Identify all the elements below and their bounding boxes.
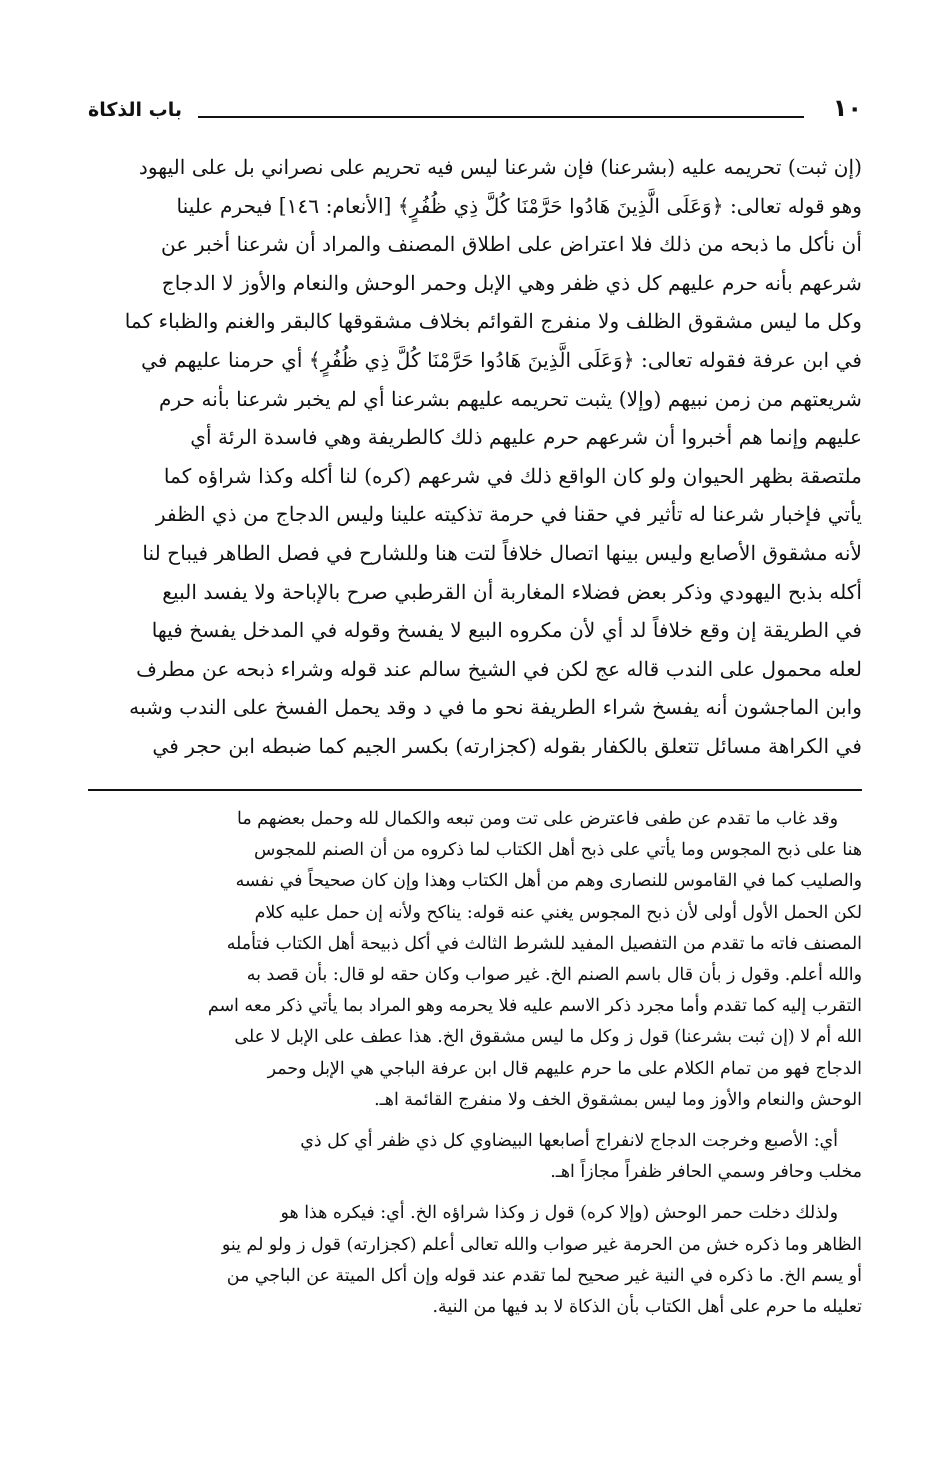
footnote-line: هنا على ذبح المجوس وما يأتي على ذبح أهل الكتاب لما ذكروه من أن الصنم للمجوس xyxy=(254,840,862,861)
chapter-title: باب الذكاة xyxy=(88,99,182,121)
footnote-line: مخلب وحافر وسمي الحافر ظفراً مجازاً اهـ. xyxy=(550,1162,862,1183)
page-number: ١٠ xyxy=(832,94,862,122)
footnote-block xyxy=(88,804,862,1116)
text-line: ملتصقة بظهر الحيوان ولو كان الواقع ذلك في شرعهم (كره) لنا أكله وكذا شراؤه كما xyxy=(163,463,862,488)
text-line: في الكراهة مسائل تتعلق بالكفار بقوله (كجزارته) بكسر الجيم كما ضبطه ابن حجر في xyxy=(152,733,862,758)
text-line: أكله بذبح اليهودي وذكر بعض فضلاء المغاربة أن القرطبي صرح بالإباحة ولا يفسد البيع xyxy=(162,579,862,604)
footnote-line: المصنف فاته ما تقدم من التفصيل المفيد للشرط الثالث في أكل ذبيحة أهل الكتاب فتأمله xyxy=(226,933,862,954)
footnote-line: والصليب كما في القاموس للنصارى وهم من أهل الكتاب وهذا وإن كان صحيحاً في نفسه xyxy=(235,871,862,892)
text-line: شريعتهم من زمن نبيهم (وإلا) يثبت تحريمه عليهم بشرعنا أي لم يخبر شرعنا بأنه حرم xyxy=(158,386,862,411)
footnote-line: أو يسم الخ. ما ذكره في النية غير صحيح لما تقدم عند قوله وإن أكل الميتة عن الباجي من xyxy=(226,1265,862,1286)
text-line: عليهم وإنما هم أخبروا أن شرعهم حرم عليهم ذلك كالطريفة وهي فاسدة الرئة أي xyxy=(190,425,862,450)
footnotes xyxy=(88,804,862,1333)
footnote-line: التقرب إليه كما تقدم وأما مجرد ذكر الاسم عليه فلا يحرمه وهو المراد بما يأتي ذكر معه اسم xyxy=(207,996,862,1017)
footnote-line: الوحش والنعام والأوز وما ليس بمشقوق الخف ولا منفرج القائمة اهـ. xyxy=(374,1089,862,1110)
footnote-line: الله أم لا (إن ثبت بشرعنا) قول ز وكل ما ليس مشقوق الخ. هذا عطف على الإبل لا على xyxy=(234,1027,862,1048)
footnote-block xyxy=(88,1198,862,1323)
main-text xyxy=(88,148,862,766)
footnote-divider xyxy=(88,789,862,791)
text-line: يأتي فإخبار شرعنا له تأثير في حقنا في حرمة تذكيته علينا وليس الدجاج من ذي الظفر xyxy=(155,502,862,527)
text-line: في ابن عرفة فقوله تعالى: ﴿وَعَلَى الَّذِينَ هَادُوا حَرَّمْنَا كُلَّ ذِي ظُفُرٍ﴾ أي حرمنا عليهم في xyxy=(141,347,862,372)
text-line: أن نأكل ما ذبحه من ذلك فلا اعتراض على اطلاق المصنف والمراد أن شرعنا أخبر عن xyxy=(160,232,862,257)
footnote-line: وقد غاب ما تقدم عن طفى فاعترض على تت ومن تبعه والكمال لله وحمل بعضهم ما xyxy=(237,809,838,829)
footnote-line: الدجاج فهو من تمام الكلام على ما حرم عليهم قال ابن عرفة الباجي هي الإبل وحمر xyxy=(267,1058,862,1079)
text-line: وابن الماجشون أنه يفسخ شراء الطريفة نحو ما في د وقد يحمل الفسخ على الندب وشبه xyxy=(129,695,862,720)
footnote-block xyxy=(88,1126,862,1188)
text-line: شرعهم بأنه حرم عليهم كل ذي ظفر وهي الإبل وحمر الوحش والنعام والأوز لا الدجاج xyxy=(161,270,862,295)
text-line: في الطريقة إن وقع خلافاً لد أي لأن مكروه البيع لا يفسخ وقوله في المدخل يفسخ فيها xyxy=(151,618,862,643)
footnote-line: والله أعلم. وقول ز بأن قال باسم الصنم الخ. غير صواب وكان حقه لو قال: بأن قصد به xyxy=(246,965,862,986)
footnote-line: تعليله ما حرم على أهل الكتاب بأن الذكاة لا بد فيها من النية. xyxy=(432,1297,862,1318)
text-line: (إن ثبت) تحريمه عليه (بشرعنا) فإن شرعنا ليس فيه تحريم على نصراني بل على اليهود xyxy=(138,155,862,179)
text-line: لأنه مشقوق الأصابع وليس بينها اتصال خلافاً لتت هنا وللشارح في فصل الطاهر فيباح لنا xyxy=(142,540,862,565)
text-line: وكل ما ليس مشقوق الظلف ولا منفرج القوائم بخلاف مشقوقها كالبقر والغنم والظباء كما xyxy=(124,309,862,334)
footnote-line: لكن الحمل الأول أولى لأن ذبح المجوس يغني عنه قوله: يناكح ولأنه إن حمل عليه كلام xyxy=(254,902,862,923)
page-header xyxy=(88,92,862,132)
footnote-line: أي: الأصبع وخرجت الدجاج لانفراج أصابعها البيضاوي كل ذي ظفر أي كل ذي xyxy=(300,1131,838,1152)
footnote-line: ولذلك دخلت حمر الوحش (وإلا كره) قول ز وكذا شراؤه الخ. أي: فيكره هذا هو xyxy=(280,1203,838,1224)
header-rule xyxy=(198,116,804,118)
footnote-line: الظاهر وما ذكره خش من الحرمة غير صواب والله تعالى أعلم (كجزارته) قول ز ولو لم ينو xyxy=(221,1234,862,1255)
text-line: لعله محمول على الندب قاله عج لكن في الشيخ سالم عند قوله وشراء ذبحه عن مطرف xyxy=(136,656,862,681)
text-line: وهو قوله تعالى: ﴿وَعَلَى الَّذِينَ هَادُوا حَرَّمْنَا كُلَّ ذِي ظُفُرٍ﴾ [الأنعام: ١٤٦] فيحرم علينا xyxy=(176,193,862,218)
